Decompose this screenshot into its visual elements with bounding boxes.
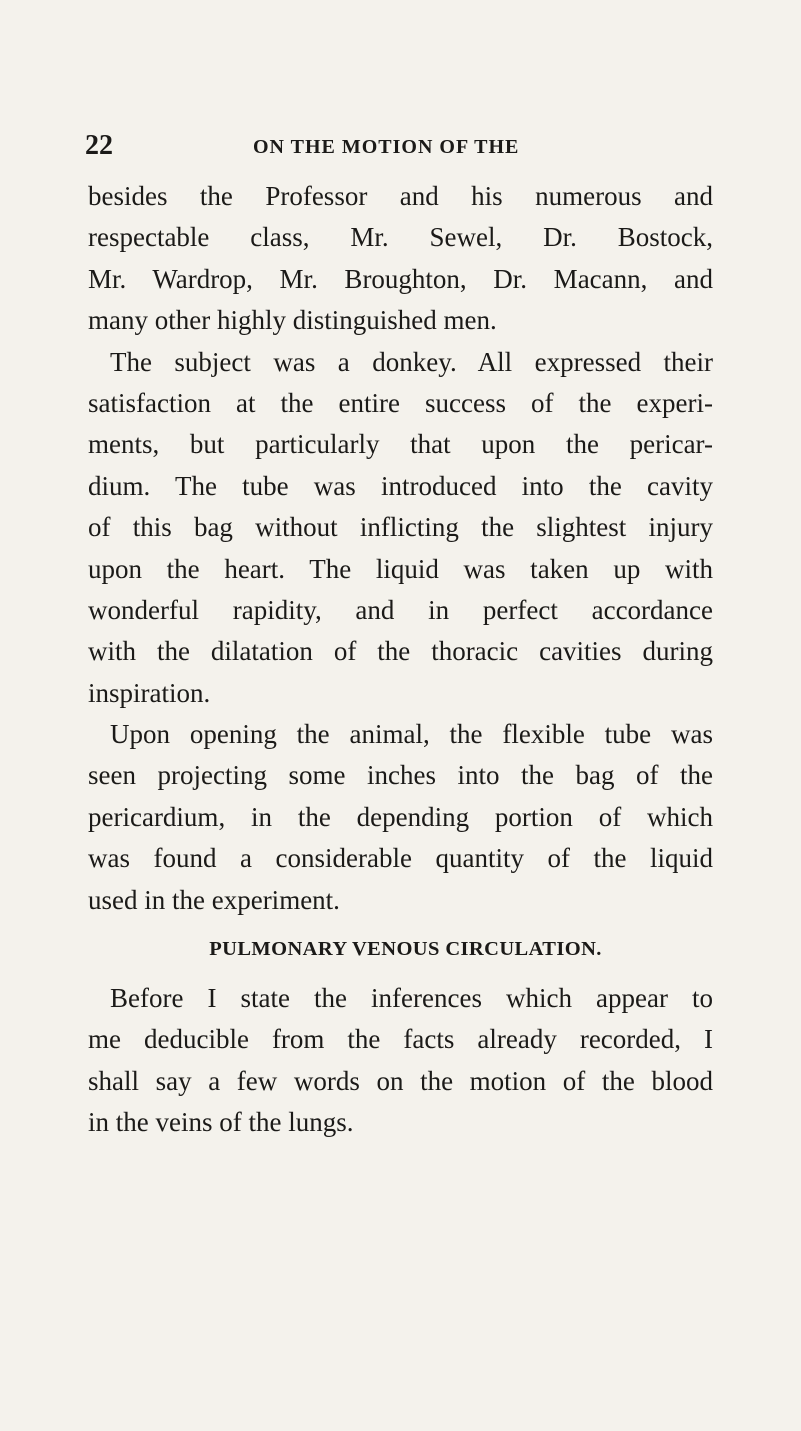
running-head: ON THE MOTION OF THE	[253, 136, 520, 158]
text-line: wonderful rapidity, and in perfect accordance	[88, 594, 713, 625]
paragraph-3	[88, 714, 713, 921]
text-line: besides the Professor and his numerous and	[88, 181, 713, 211]
text-line: with the dilatation of the thoracic cavities during	[88, 636, 713, 667]
page-header	[85, 130, 725, 166]
text-line: Before I state the inferences which appear to	[110, 983, 713, 1014]
text-line: many other highly distinguished men.	[88, 305, 497, 336]
text-line: respectable class, Mr. Sewel, Dr. Bostock,	[88, 222, 713, 253]
page-number: 22	[85, 130, 113, 161]
text-line: me deducible from the facts already recorded, I	[88, 1024, 713, 1055]
text-line: used in the experiment.	[88, 884, 340, 915]
text-line: in the veins of the lungs.	[88, 1107, 354, 1138]
text-line: inspiration.	[88, 677, 211, 708]
text-line: of this bag without inflicting the slightest injury	[88, 512, 713, 543]
text-line: shall say a few words on the motion of the blood	[88, 1065, 713, 1096]
body-text	[88, 176, 713, 1144]
text-line: Upon opening the animal, the flexible tube was	[110, 719, 713, 750]
text-line: The subject was a donkey. All expressed their	[110, 346, 713, 377]
text-line: ments, but particularly that upon the pericar-	[88, 429, 713, 460]
text-line: pericardium, in the depending portion of which	[88, 801, 713, 832]
text-line: seen projecting some inches into the bag of the	[88, 760, 713, 791]
text-line: was found a considerable quantity of the liquid	[88, 843, 713, 874]
text-line: dium. The tube was introduced into the cavity	[88, 470, 713, 501]
section-heading: PULMONARY VENOUS CIRCULATION.	[209, 938, 602, 961]
paragraph-4	[88, 978, 713, 1144]
text-line: upon the heart. The liquid was taken up with	[88, 553, 713, 584]
text-line: Mr. Wardrop, Mr. Broughton, Dr. Macann, and	[88, 263, 713, 294]
text-line: satisfaction at the entire success of the experi-	[88, 387, 713, 418]
paragraph-2	[88, 342, 713, 715]
paragraph-1	[88, 176, 713, 342]
